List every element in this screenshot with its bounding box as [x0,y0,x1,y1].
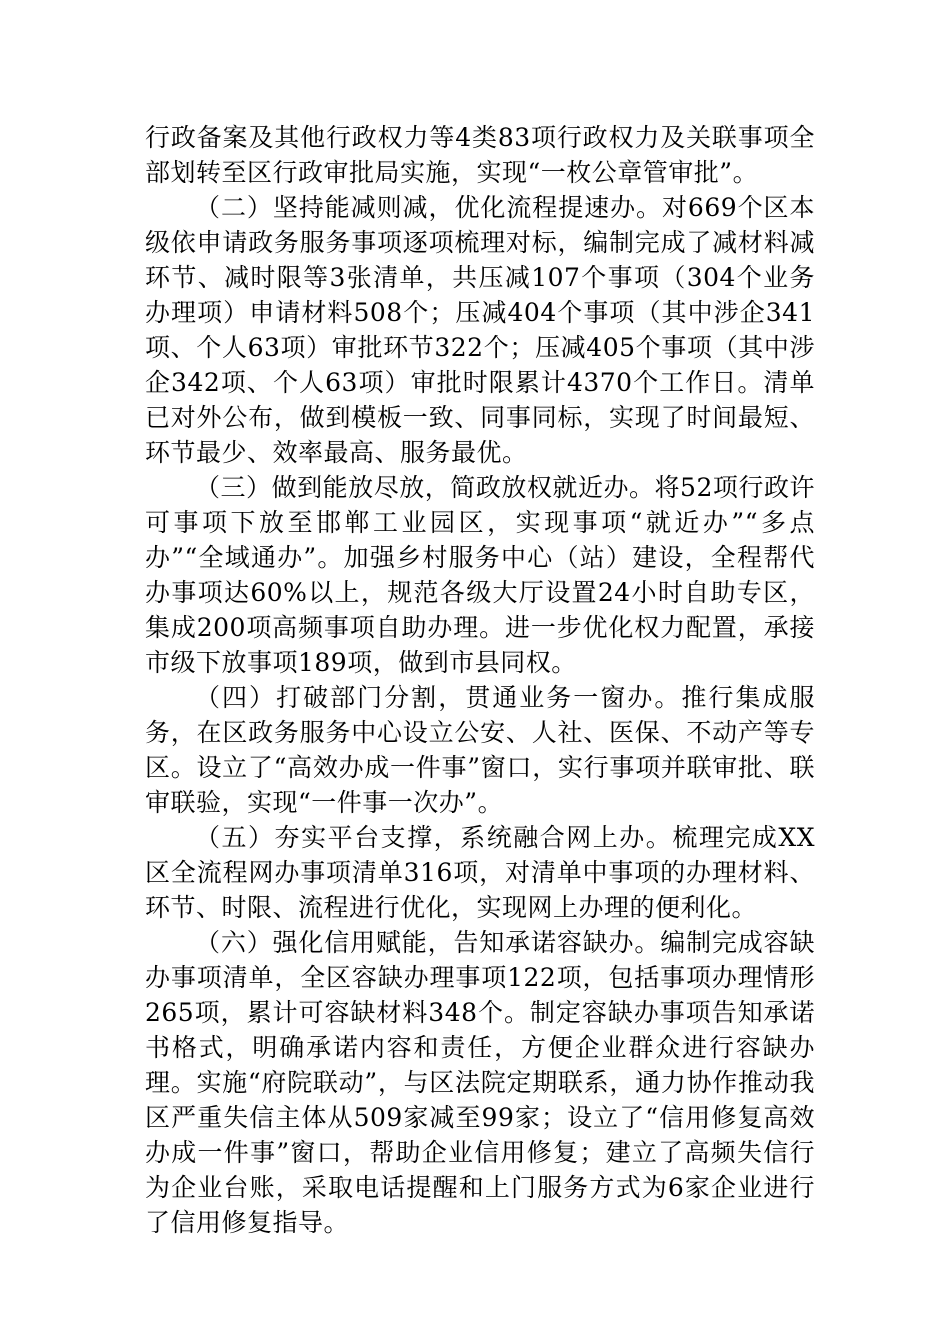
paragraph-section-3: （三）做到能放尽放，简政放权就近办。将52项行政许可事项下放至邯郸工业园区，实现事项“就近办”“多点办”“全域通办”。加强乡村服务中心（站）建设，全程帮代办事项达60%以上，规范各级大厅设置24小时自助专区，集成200项高频事项自助办理。进一步优化权力配置，承接市级下放事项189项，做到市县同权。 [145,473,815,677]
paragraph-continuation: 行政备案及其他行政权力等4类83项行政权力及关联事项全部划转至区行政审批局实施，实现“一枚公章管审批”。 [145,123,815,187]
paragraph-section-6: （六）强化信用赋能，告知承诺容缺办。编制完成容缺办事项清单，全区容缺办理事项122项，包括事项办理情形265项，累计可容缺材料348个。制定容缺办事项告知承诺书格式，明确承诺内容和责任，方便企业群众进行容缺办理。实施“府院联动”，与区法院定期联系，通力协作推动我区严重失信主体从509家减至99家；设立了“信用修复高效办成一件事”窗口，帮助企业信用修复；建立了高频失信行为企业台账，采取电话提醒和上门服务方式为6家企业进行了信用修复指导。 [145,928,815,1237]
document-body [145,120,815,1240]
paragraph-section-2: （二）坚持能减则减，优化流程提速办。对669个区本级依申请政务服务事项逐项梳理对标，编制完成了减材料减环节、减时限等3张清单，共压减107个事项（304个业务办理项）申请材料508个；压减404个事项（其中涉企341项、个人63项）审批环节322个；压减405个事项（其中涉企342项、个人63项）审批时限累计4370个工作日。清单已对外公布，做到模板一致、同事同标，实现了时间最短、环节最少、效率最高、服务最优。 [145,193,815,467]
paragraph-section-5: （五）夯实平台支撑，系统融合网上办。梳理完成XX区全流程网办事项清单316项，对清单中事项的办理材料、环节、时限、流程进行优化，实现网上办理的便利化。 [145,823,815,922]
paragraph-section-4: （四）打破部门分割，贯通业务一窗办。推行集成服务，在区政务服务中心设立公安、人社、医保、不动产等专区。设立了“高效办成一件事”窗口，实行事项并联审批、联审联验，实现“一件事一次办”。 [145,683,815,817]
